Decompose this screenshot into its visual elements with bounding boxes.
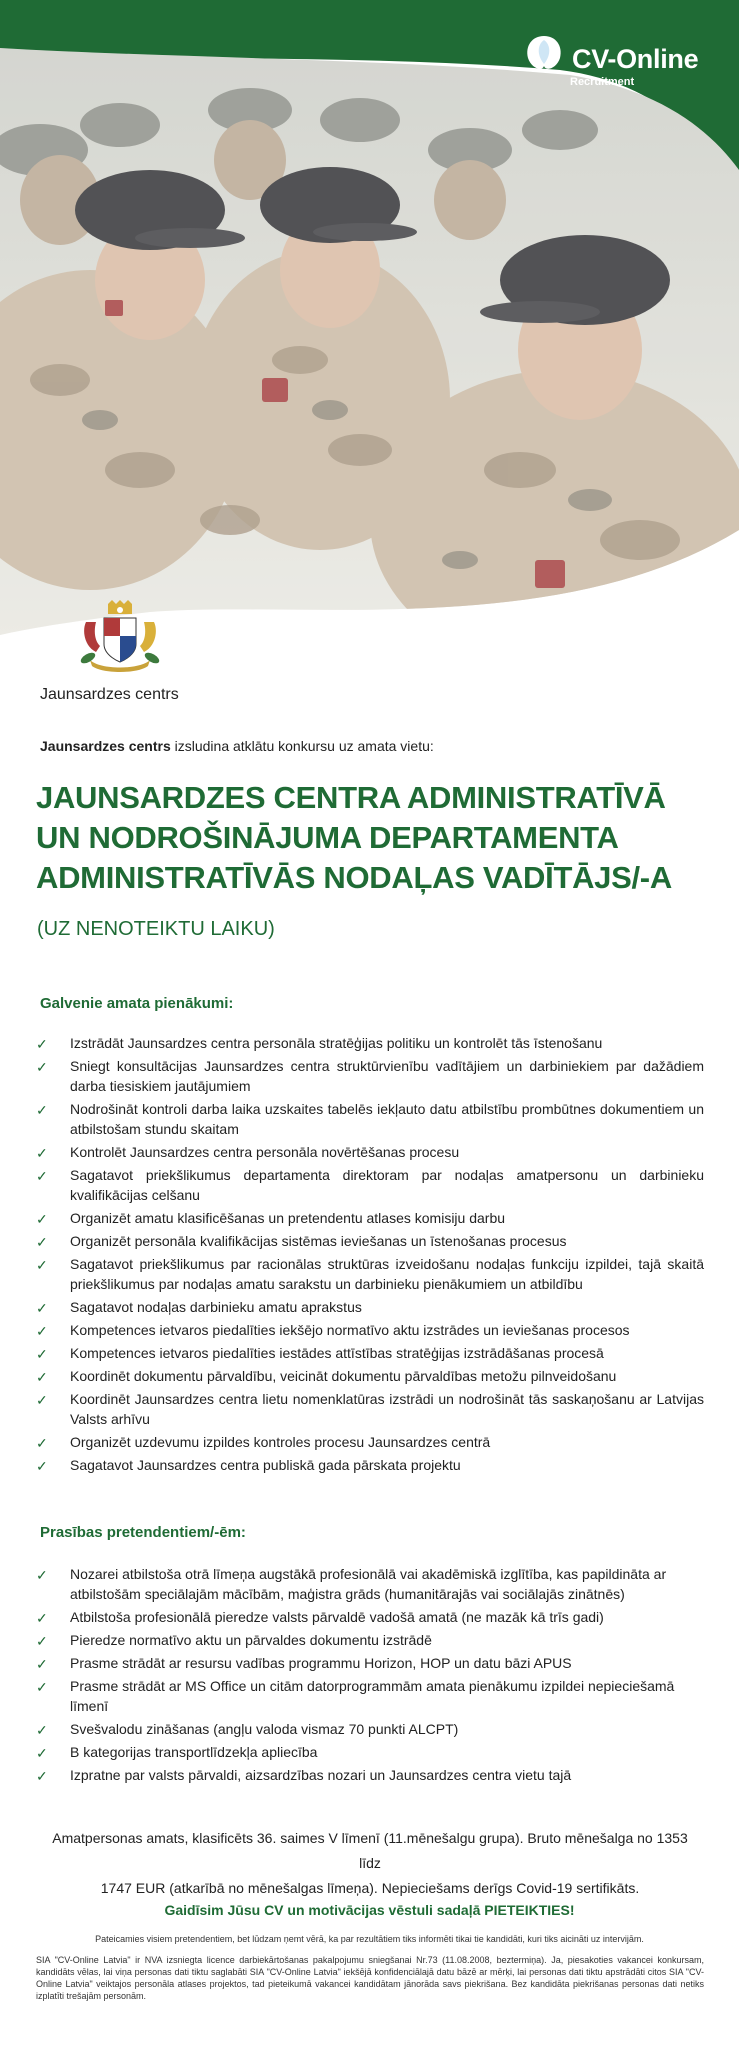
list-item-text: B kategorijas transportlīdzekļa apliecība: [70, 1744, 318, 1760]
job-title: [36, 778, 716, 898]
list-item-text: Nodrošināt kontroli darba laika uzskaites tabelēs iekļauto datu atbilstību prombūtnes dokumentiem un atbilstošam stundu skaitam: [70, 1101, 704, 1137]
list-item: [36, 1607, 704, 1627]
list-item: [36, 1742, 704, 1762]
list-item: [36, 1099, 704, 1139]
brand-tagline: Recruitment: [570, 76, 635, 88]
list-item: [36, 1056, 704, 1096]
list-item-text: Koordinēt dokumentu pārvaldību, veicināt dokumentu pārvaldības metožu pilnveidošanu: [70, 1368, 617, 1384]
list-item-text: Kontrolēt Jaunsardzes centra personāla novērtēšanas procesu: [70, 1144, 460, 1160]
list-item-text: Organizēt amatu klasificēšanas un pretendentu atlases komisiju darbu: [70, 1210, 506, 1226]
list-item: [36, 1455, 704, 1475]
latvian-coat-of-arms-icon: [60, 600, 180, 680]
list-item-text: Izstrādāt Jaunsardzes centra personāla stratēģijas politiku un kontrolēt tās īstenošanu: [70, 1035, 603, 1051]
list-item-text: Svešvalodu zināšanas (angļu valoda vismaz 70 punkti ALCPT): [70, 1721, 459, 1737]
check-icon: ✓: [36, 1036, 48, 1052]
list-item-text: Organizēt uzdevumu izpildes kontroles procesu Jaunsardzes centrā: [70, 1434, 491, 1450]
check-icon: ✓: [36, 1656, 48, 1672]
list-item-text: Prasme strādāt ar MS Office un citām datorprogrammām amata pienākumu izpildei nepieciešamā līmenī: [70, 1678, 675, 1714]
check-icon: ✓: [36, 1610, 48, 1626]
check-icon: ✓: [36, 1435, 48, 1451]
duties-heading: Galvenie amata pienākumi:: [40, 995, 234, 1012]
check-icon: ✓: [36, 1392, 48, 1408]
list-item-text: Pieredze normatīvo aktu un pārvaldes dokumentu izstrādē: [70, 1632, 432, 1648]
thanks-note: Pateicamies visiem pretendentiem, bet lūdzam ņemt vērā, ka par rezultātiem tiks informēti tikai tie kandidāti, kuri tiks aicināti uz intervijām.: [95, 1934, 644, 1944]
list-item: [36, 1630, 704, 1650]
list-item: [36, 1389, 704, 1429]
check-icon: ✓: [36, 1722, 48, 1738]
duties-list: [36, 1033, 704, 1478]
check-icon: ✓: [36, 1059, 48, 1075]
intro-rest: izsludina atklātu konkursu uz amata vietu:: [170, 738, 434, 754]
list-item: [36, 1297, 704, 1317]
list-item-text: Kompetences ietvaros piedalīties iestādes attīstības stratēģijas izstrādāšanas procesā: [70, 1345, 604, 1361]
intro-text: [40, 738, 434, 754]
check-icon: ✓: [36, 1234, 48, 1250]
list-item: [36, 1366, 704, 1386]
cv-online-logo[interactable]: [522, 30, 712, 92]
brand-name: CV-Online: [572, 44, 699, 74]
check-icon: ✓: [36, 1346, 48, 1362]
check-icon: ✓: [36, 1300, 48, 1316]
list-item: [36, 1765, 704, 1785]
job-title-line: UN NODROŠINĀJUMA DEPARTAMENTA: [36, 820, 619, 855]
list-item-text: Nozarei atbilstoša otrā līmeņa augstākā profesionālā vai akadēmiskā izglītība, kas papildināta ar atbilstošām speciālajām mācībām, maģistra grāds (humanitārajās vai sociālajās zinātnēs): [70, 1566, 667, 1602]
check-icon: ✓: [36, 1369, 48, 1385]
check-icon: ✓: [36, 1323, 48, 1339]
list-item-text: Koordinēt Jaunsardzes centra lietu nomenklatūras izstrādi un nodrošināt tās saskaņošanu ar Latvijas Valsts arhīvu: [70, 1391, 704, 1427]
requirements-heading: Prasības pretendentiem/-ēm:: [40, 1524, 246, 1541]
list-item: [36, 1208, 704, 1228]
requirements-list: [36, 1564, 704, 1788]
list-item: [36, 1564, 704, 1604]
list-item-text: Sagatavot priekšlikumus par racionālas struktūras izveidošanu nodaļas funkciju izpildei, tajā skaitā priekšlikumus par nodaļas amatu sarakstu un darbinieku pienākumiem un atbildību: [70, 1256, 704, 1292]
list-item: [36, 1432, 704, 1452]
organization-name: Jaunsardzes centrs: [40, 686, 179, 703]
salary-line: Amatpersonas amats, klasificēts 36. saimes V līmenī (11.mēnešalgu grupa). Bruto mēnešalga no 1353 līdz: [52, 1830, 688, 1871]
hero-image: [0, 0, 739, 660]
list-item: [36, 1142, 704, 1162]
hero-photo: [0, 0, 739, 660]
list-item: [36, 1676, 704, 1716]
job-title-line: ADMINISTRATĪVĀS NODAĻAS VADĪTĀJS/-A: [36, 860, 672, 895]
check-icon: ✓: [36, 1211, 48, 1227]
legal-notice: SIA "CV-Online Latvia" ir NVA izsniegta licence darbiekārtošanas pakalpojumu sniegšanai Nr.73 (11.08.2008, beztermiņa). Ja, piesakoties vakancei konkursam, kandidāts vēlas, lai viņa personas dati tiktu saglabāti SIA "CV-Online Latvia" iekšējā konfidenciālajā datu bāzē ar mērķi, lai personas dati tiktu apstrādāti citos SIA "CV-Online Latvia" veiktajos personāla atlases projektos, tad pieteikumā vakancei kandidātam jānorāda savs piekrišana. Bez kandidāta piekrišanas personas dati netiks izplatīti trešajām personām.: [36, 1955, 704, 2001]
list-item-text: Prasme strādāt ar resursu vadības programmu Horizon, HOP un datu bāzi APUS: [70, 1655, 572, 1671]
check-icon: ✓: [36, 1145, 48, 1161]
cv-online-mark-icon: [522, 30, 566, 74]
check-icon: ✓: [36, 1768, 48, 1784]
apply-call-to-action[interactable]: Gaidīsim Jūsu CV un motivācijas vēstuli sadaļā PIETEIKTIES!: [164, 1902, 575, 1918]
list-item: [36, 1231, 704, 1251]
check-icon: ✓: [36, 1745, 48, 1761]
list-item: [36, 1320, 704, 1340]
list-item-text: Sagatavot nodaļas darbinieku amatu aprakstus: [70, 1299, 362, 1315]
list-item-text: Izpratne par valsts pārvaldi, aizsardzības nozari un Jaunsardzes centra vietu tajā: [70, 1767, 572, 1783]
list-item-text: Sagatavot priekšlikumus departamenta direktoram par nodaļas amatpersonu un darbinieku kvalifikācijas celšanu: [70, 1167, 704, 1203]
check-icon: ✓: [36, 1458, 48, 1474]
list-item-text: Sniegt konsultācijas Jaunsardzes centra struktūrvienību vadītājiem un darbiniekiem par dažādiem darba tiesiskiem jautājumiem: [70, 1058, 704, 1094]
list-item-text: Sagatavot Jaunsardzes centra publiskā gada pārskata projektu: [70, 1457, 461, 1473]
organization-crest: [60, 600, 180, 680]
check-icon: ✓: [36, 1257, 48, 1273]
check-icon: ✓: [36, 1633, 48, 1649]
list-item: [36, 1653, 704, 1673]
salary-info: [50, 1826, 690, 1901]
check-icon: ✓: [36, 1567, 48, 1583]
list-item-text: Atbilstoša profesionālā pieredze valsts pārvaldē vadošā amatā (ne mazāk kā trīs gadi): [70, 1609, 604, 1625]
list-item: [36, 1719, 704, 1739]
check-icon: ✓: [36, 1102, 48, 1118]
job-title-line: JAUNSARDZES CENTRA ADMINISTRATĪVĀ: [36, 780, 666, 815]
list-item: [36, 1343, 704, 1363]
check-icon: ✓: [36, 1679, 48, 1695]
intro-org-name: Jaunsardzes centrs: [40, 738, 171, 754]
list-item-text: Organizēt personāla kvalifikācijas sistēmas ieviešanas un īstenošanas procesus: [70, 1233, 567, 1249]
job-term: (UZ NENOTEIKTU LAIKU): [37, 918, 275, 940]
list-item-text: Kompetences ietvaros piedalīties iekšējo normatīvo aktu izstrādes un ieviešanas procesos: [70, 1322, 630, 1338]
salary-line: 1747 EUR (atkarībā no mēnešalgas līmeņa). Nepieciešams derīgs Covid-19 sertifikāts.: [100, 1880, 640, 1896]
check-icon: ✓: [36, 1168, 48, 1184]
list-item: [36, 1165, 704, 1205]
list-item: [36, 1033, 704, 1053]
list-item: [36, 1254, 704, 1294]
